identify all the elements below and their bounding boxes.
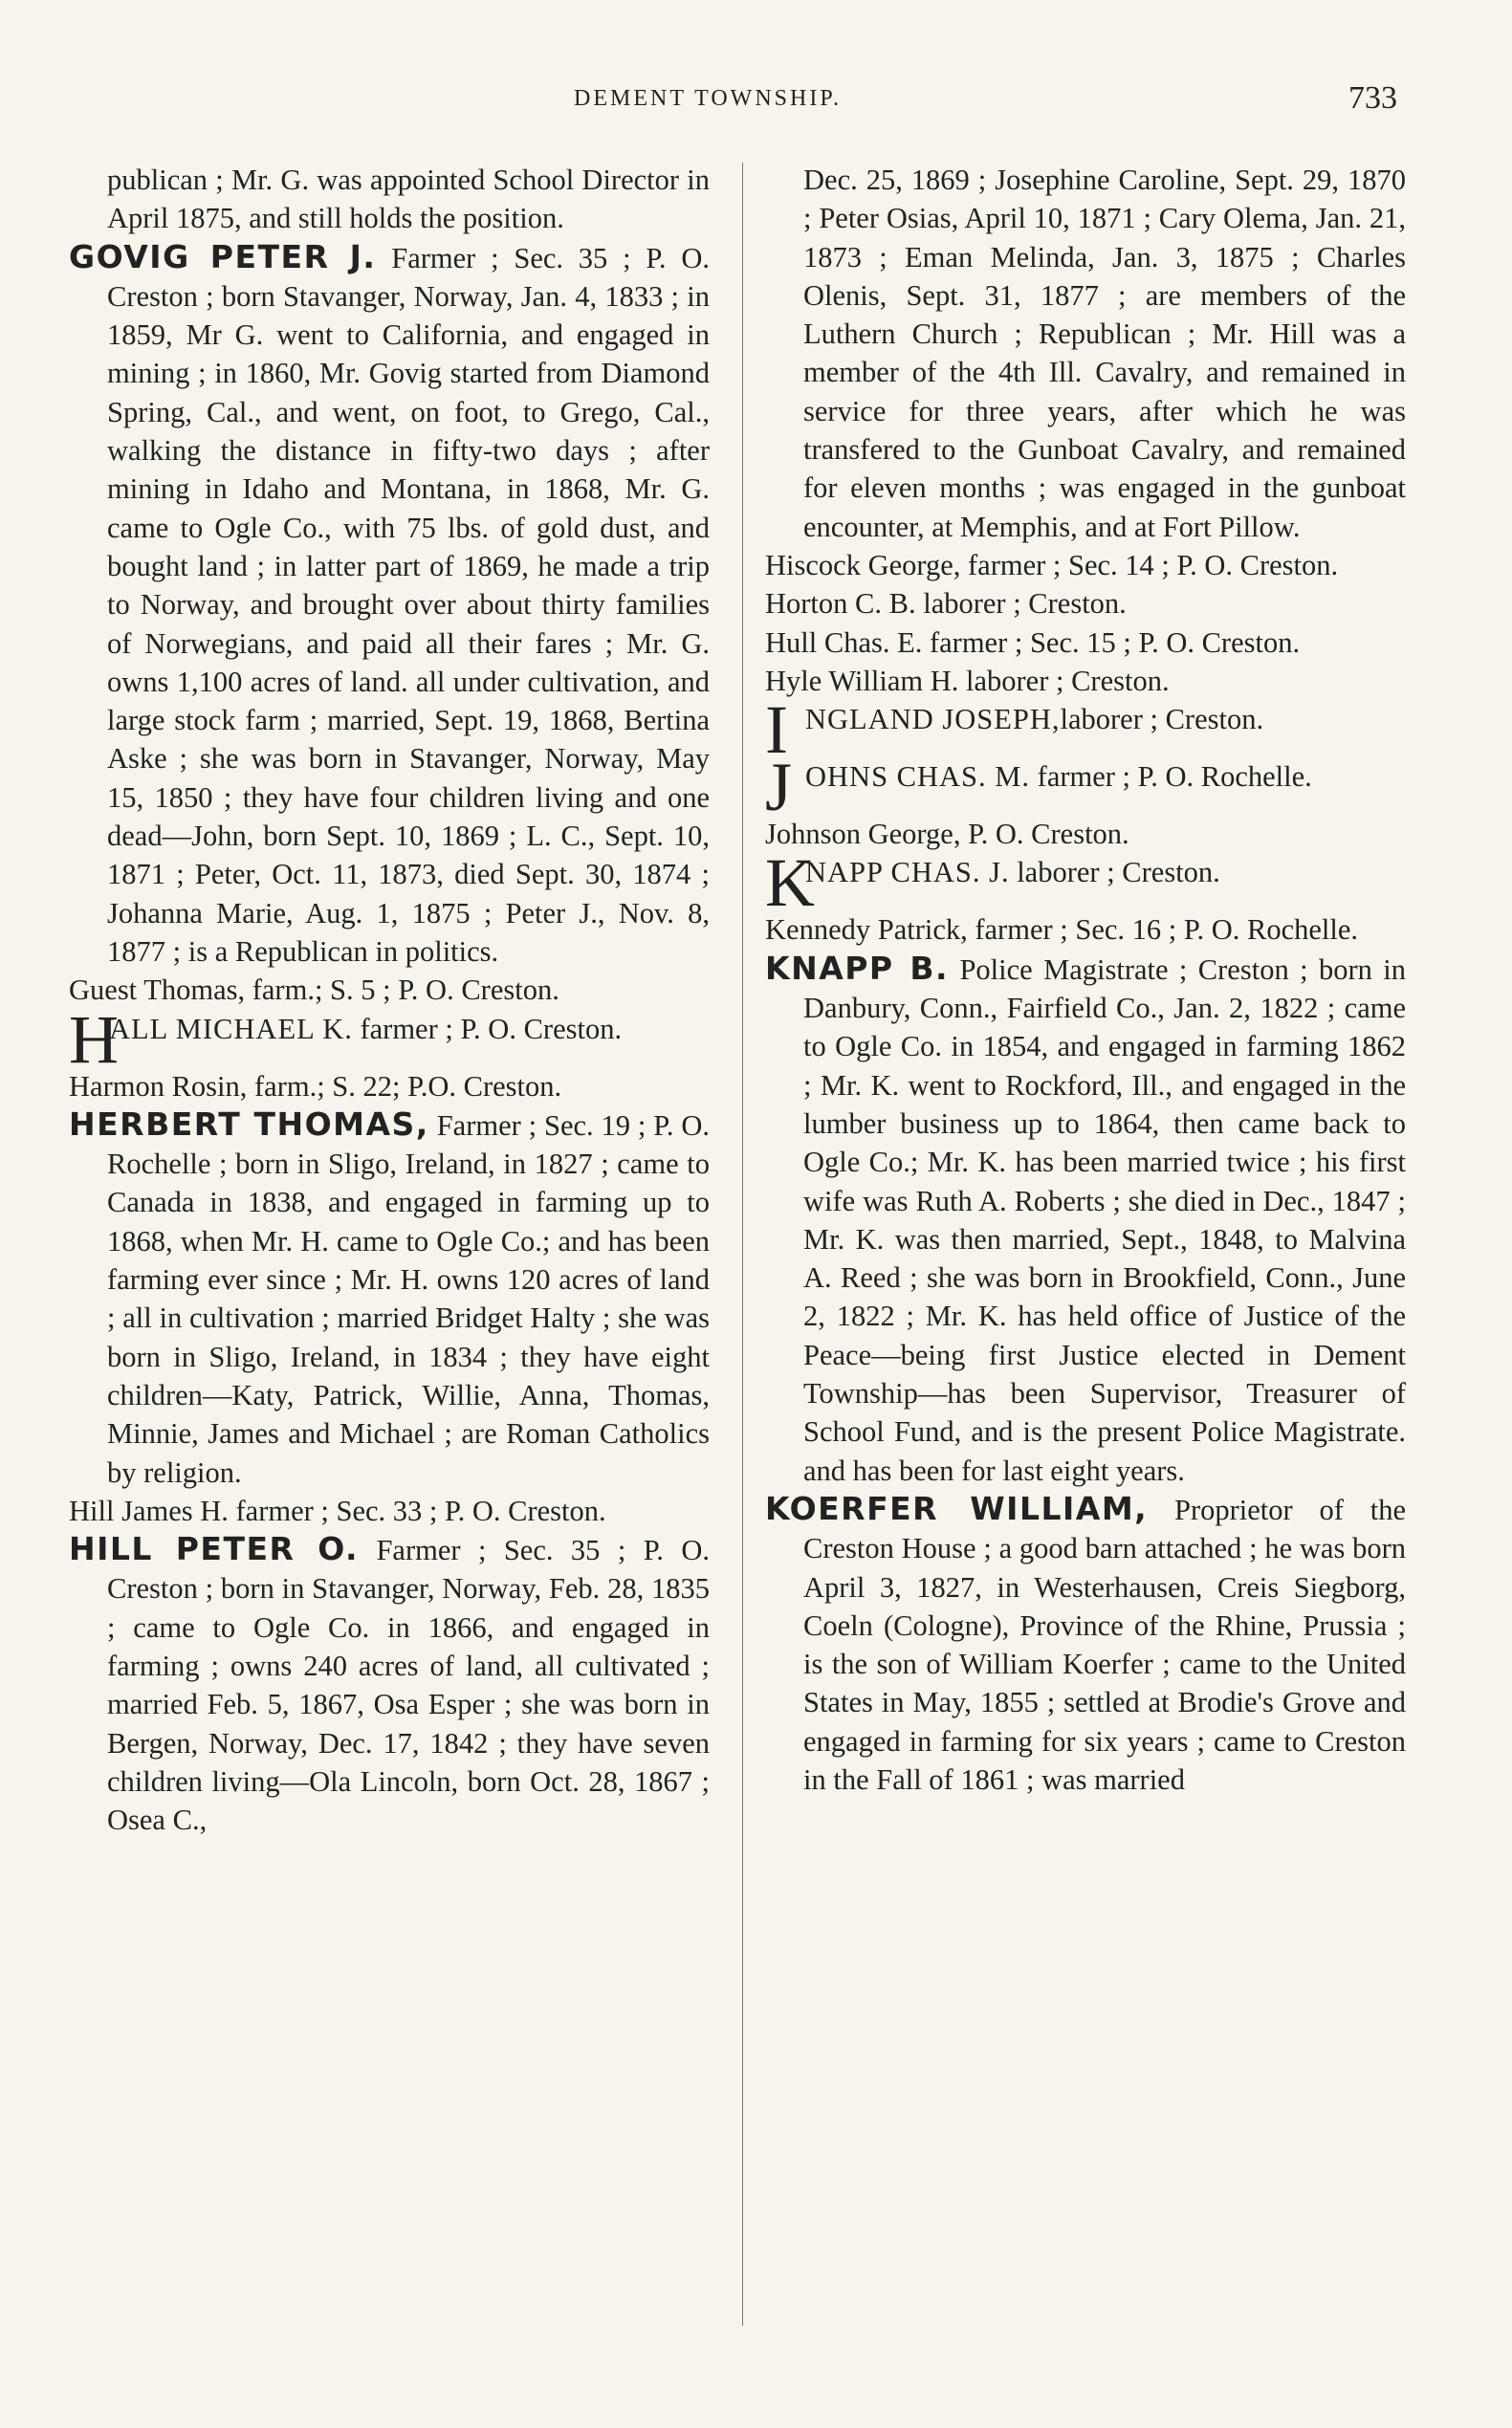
entry-name: HERBERT THOMAS,	[69, 1105, 429, 1143]
entry-continuation: Dec. 25, 1869 ; Josephine Caroline, Sept. 29, 1870 ; Peter Osias, April 10, 1871 ; Cary Olema, Jan. 21, 1873 ; Eman Melinda, Jan. 3, 1875 ; Charles Olenis, Sept. 31, 1877 ; are members of the Luthern Church ; Republican ; Mr. Hill was a member of the 4th Ill. Cavalry, and remained in service for three years, after which he was transfered to the Gunboat Cavalry, and remained for eleven months ; was engaged in the gunboat encounter, at Memphis, and at Fort Pillow.	[803, 164, 1406, 543]
column-divider	[742, 163, 743, 2326]
entry-text: Farmer ; Sec. 19 ; P. O. Rochelle ; born in Sligo, Ireland, in 1827 ; came to Canada in 1838, and engaged in farming up to 1868, when Mr. H. came to Ogle Co.; and has been farming ever since ; Mr. H. owns 120 acres of land ; all in cultivation ; married Bridget Halty ; she was born in Sligo, Ireland, in 1834 ; they have eight children—Katy, Patrick, Willie, Anna, Thomas, Minnie, James and Michael ; are Roman Catholics by religion.	[107, 1108, 710, 1489]
entry-hill-james: Hill James H. farmer ; Sec. 33 ; P. O. Creston.	[69, 1494, 606, 1527]
entry-name: ALL MICHAEL K.	[109, 1012, 353, 1045]
entry-horton: Horton C. B. laborer ; Creston.	[765, 587, 1127, 621]
left-column	[69, 161, 710, 1839]
drop-cap: K	[765, 844, 815, 922]
entry-name: NGLAND JOSEPH,	[805, 703, 1061, 736]
entry-hall	[69, 1000, 710, 1078]
entry-johns	[765, 749, 1406, 826]
entry-johnson: Johnson George, P. O. Creston.	[765, 818, 1129, 851]
entry-text: laborer ; Creston.	[1009, 856, 1220, 889]
entry-name: KOERFER WILLIAM,	[765, 1489, 1149, 1527]
entry-koerfer	[765, 1490, 1406, 1799]
running-title: DEMENT TOWNSHIP.	[574, 86, 843, 111]
entry-text: laborer ; Creston.	[1060, 703, 1264, 736]
entry-knapp-b	[765, 950, 1406, 1490]
entry-hyle: Hyle William H. laborer ; Creston.	[765, 664, 1170, 697]
entry-name: KNAPP B.	[765, 949, 950, 987]
entry-name: NAPP CHAS. J.	[805, 856, 1010, 889]
entry-herbert	[69, 1105, 710, 1492]
page-number: 733	[1348, 80, 1397, 116]
entry-name: HILL PETER O.	[69, 1530, 360, 1568]
entry-govig	[69, 238, 710, 972]
entry-kennedy: Kennedy Patrick, farmer ; Sec. 16 ; P. O. Rochelle.	[765, 913, 1359, 947]
right-column	[765, 161, 1406, 1799]
entry-text: Farmer ; Sec. 35 ; P. O. Creston ; born in Stavanger, Norway, Feb. 28, 1835 ; came to Ogle Co. in 1866, and engaged in farming ; owns 240 acres of land, all cultivated ; married Feb. 5, 1867, Osa Esper ; she was born in Bergen, Norway, Dec. 17, 1842 ; they have seven children living—Ola Lincoln, born Oct. 28, 1867 ; Osea C.,	[107, 1534, 710, 1837]
entry-body	[805, 757, 1406, 796]
entry-continuation: publican ; Mr. G. was appointed School Director in April 1875, and still holds the position.	[107, 164, 710, 235]
entry-text: Proprietor of the Creston House ; a good barn attached ; he was born April 3, 1827, in Westerhausen, Creis Siegborg, Coeln (Cologne), Province of the Rhine, Prussia ; is the son of William Koerfer ; came to the United States in May, 1855 ; settled at Brodie's Grove and engaged in farming for six years ; came to Creston in the Fall of 1861 ; was married	[803, 1493, 1406, 1796]
running-head	[0, 80, 1512, 119]
entry-guest: Guest Thomas, farm.; S. 5 ; P. O. Creston.	[69, 973, 559, 1007]
drop-cap: I	[765, 691, 788, 769]
entry-hull: Hull Chas. E. farmer ; Sec. 15 ; P. O. Creston.	[765, 625, 1301, 659]
entry-harmon: Harmon Rosin, farm.; S. 22; P.O. Creston.	[69, 1069, 562, 1103]
entry-hiscock: Hiscock George, farmer ; Sec. 14 ; P. O. Creston.	[765, 548, 1339, 581]
drop-cap: J	[765, 749, 793, 826]
entry-knapp-chas	[765, 844, 1406, 922]
entry-body	[805, 700, 1406, 738]
entry-text: farmer ; P. O. Rochelle.	[1030, 760, 1312, 794]
entry-body	[805, 853, 1406, 891]
entry-name: OHNS CHAS. M.	[805, 760, 1031, 794]
drop-cap: H	[69, 1000, 119, 1078]
entry-text: farmer ; P. O. Creston.	[352, 1012, 623, 1045]
entry-body	[109, 1010, 710, 1048]
entry-name: GOVIG PETER J.	[69, 237, 377, 275]
entry-text: Farmer ; Sec. 35 ; P. O. Creston ; born Stavanger, Norway, Jan. 4, 1833 ; in 1859, Mr G. went to California, and engaged in mining ; in 1860, Mr. Govig started from Diamond Spring, Cal., and went, on foot, to Grego, Cal., walking the distance in fifty-two days ; after mining in Idaho and Montana, in 1868, Mr. G. came to Ogle Co., with 75 lbs. of gold dust, and bought land ; in latter part of 1869, he made a trip to Norway, and brought over about thirty families of Norwegians, and paid all their fares ; Mr. G. owns 1,100 acres of land. all under cultivation, and large stock farm ; married, Sept. 19, 1868, Bertina Aske ; she was born in Stavanger, Norway, May 15, 1850 ; they have four children living and one dead—John, born Sept. 10, 1869 ; L. C., Sept. 10, 1871 ; Peter, Oct. 11, 1873, died Sept. 30, 1874 ; Johanna Marie, Aug. 1, 1875 ; Peter J., Nov. 8, 1877 ; is a Republican in politics.	[107, 241, 710, 968]
entry-ingland	[765, 691, 1406, 769]
entry-text: Police Magistrate ; Creston ; born in Danbury, Conn., Fairfield Co., Jan. 2, 1822 ; came to Ogle Co. in 1854, and engaged in farming 1862 ; Mr. K. went to Rockford, Ill., and engaged in the lumber business up to 1864, then came back to Ogle Co.; Mr. K. has been married twice ; his first wife was Ruth A. Roberts ; she died in Dec., 1847 ; Mr. K. was then married, Sept., 1848, to Malvina A. Reed ; she was born in Brookfield, Conn., June 2, 1822 ; Mr. K. has held office of Justice of the Peace—being first Justice elected in Dement Township—has been Supervisor, Treasurer of School Fund, and is the present Police Magistrate. and has been for last eight years.	[803, 952, 1407, 1487]
entry-hill-peter	[69, 1530, 710, 1839]
